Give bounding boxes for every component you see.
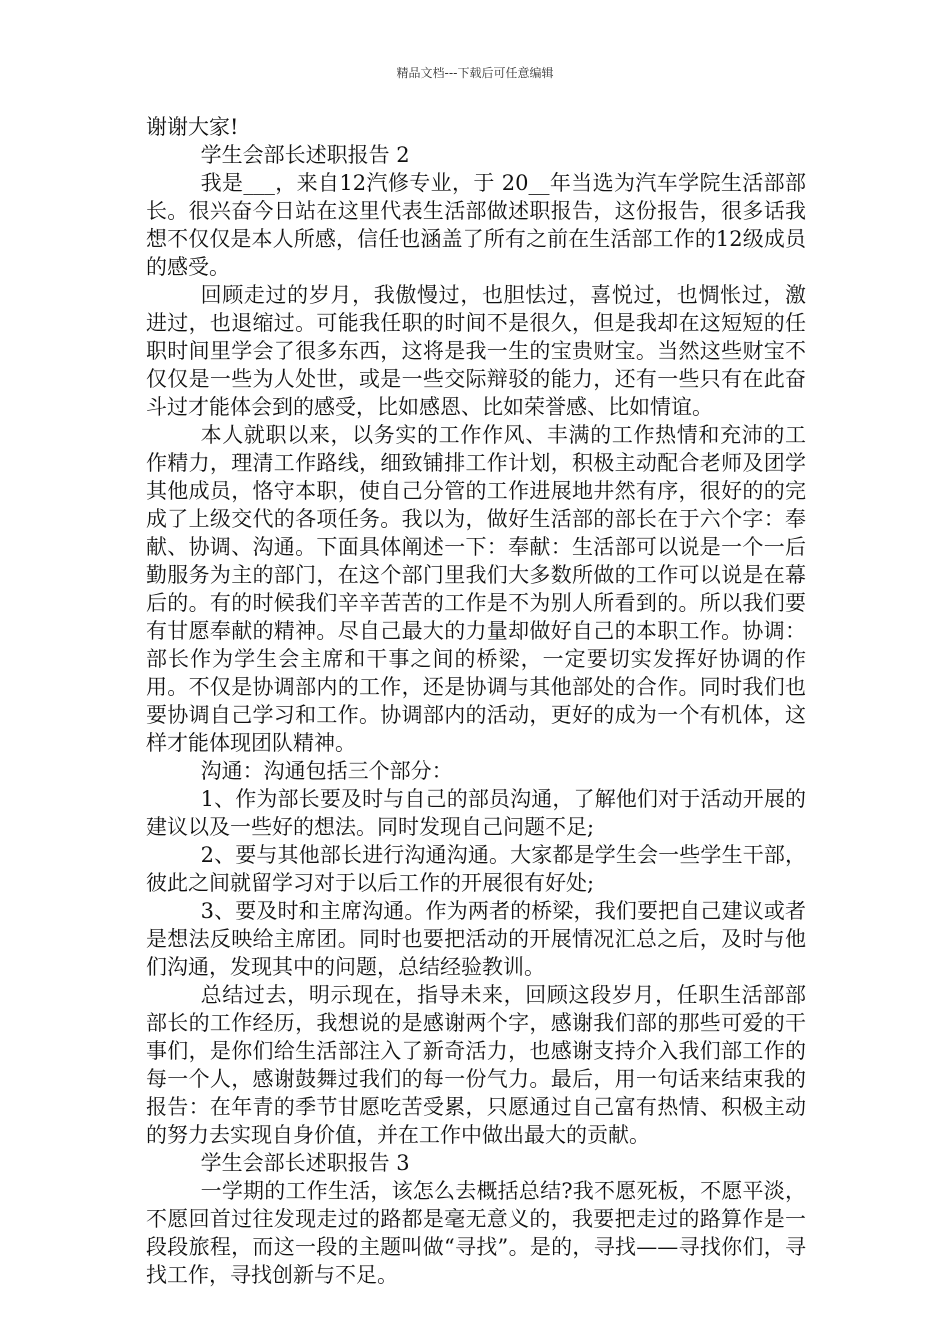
paragraph-duties: 本人就职以来，以务实的工作作风、丰满的工作热情和充沛的工作精力，理清工作路线，细致铺排工作计划，积极主动配合老师及团学其他成员，恪守本职，使自己分管的工作进展地井然有序，很好的的完成了上级交代的各项任务。我以为，做好生活部的部长在于六个字：奉献、协调、沟通。下面具体阐述一下：奉献：生活部可以说是一个一后勤服务为主的部门，在这个部门里我们大多数所做的工作可以说是在幕后的。有的时候我们辛辛苦苦的工作是不为别人所看到的。所以我们要有甘愿奉献的精神。尽自己最大的力量却做好自己的本职工作。协调：部长作为学生会主席和干事之间的桥梁，一定要切实发挥好协调的作用。不仅是协调部内的工作，还是协调与其他部处的合作。同时我们也要协调自己学习和工作。协调部内的活动，更好的成为一个有机体，这样才能体现团队精神。 [146, 423, 806, 755]
document-body [146, 113, 806, 1289]
paragraph-review: 回顾走过的岁月，我傲慢过，也胆怯过，喜悦过，也惆怅过，激进过，也退缩过。可能我任职的时间不是很久，但是我却在这短短的任职时间里学会了很多东西，这将是我一生的宝贵财宝。当然这些财宝不仅仅是一些为人处世，或是一些交际辩驳的能力，还有一些只有在此奋斗过才能体会到的感受，比如感恩、比如荣誉感、比如情谊。 [146, 283, 806, 419]
page-header: 精品文档---下载后可任意编辑 [396, 66, 554, 80]
list-item-2: 2、要与其他部长进行沟通沟通。大家都是学生会一些学生干部，彼此之间就留学习对于以后工作的开展很有好处; [146, 843, 806, 895]
paragraph-communication-heading: 沟通：沟通包括三个部分： [200, 759, 453, 783]
list-item-3: 3、要及时和主席沟通。作为两者的桥梁，我们要把自己建议或者是想法反映给主席团。同时也要把活动的开展情况汇总之后，及时与他们沟通，发现其中的问题，总结经验教训。 [146, 899, 806, 979]
section-title-report-2: 学生会部长述职报告 2 [200, 143, 410, 167]
list-item-1: 1、作为部长要及时与自己的部员沟通，了解他们对于活动开展的建议以及一些好的想法。同时发现自己问题不足; [146, 787, 806, 839]
paragraph-summary: 总结过去，明示现在，指导未来，回顾这段岁月，任职生活部部部长的工作经历，我想说的是感谢两个字，感谢我们部的那些可爱的干事们，是你们给生活部注入了新奇活力，也感谢支持介入我们部工作的每一个人，感谢鼓舞过我们的每一份气力。最后，用一句话来结束我的报告：在年青的季节甘愿吃苦受累，只愿通过自己富有热情、积极主动的努力去实现自身价值，并在工作中做出最大的贡献。 [146, 983, 806, 1147]
paragraph-semester: 一学期的工作生活，该怎么去概括总结?我不愿死板，不愿平淡，不愿回首过往发现走过的路都是毫无意义的，我要把走过的路算作是一段段旅程，而这一段的主题叫做“寻找”。是的，寻找——寻找你们，寻找工作，寻找创新与不足。 [146, 1179, 806, 1287]
section-title-report-3: 学生会部长述职报告 3 [200, 1151, 410, 1175]
paragraph-intro: 我是___，来自12汽修专业，于 20__年当选为汽车学院生活部部长。很兴奋今日站在这里代表生活部做述职报告，这份报告，很多话我想不仅仅是本人所感，信任也涵盖了所有之前在生活部工作的12级成员的感受。 [146, 171, 806, 279]
closing-line: 谢谢大家! [146, 115, 239, 139]
